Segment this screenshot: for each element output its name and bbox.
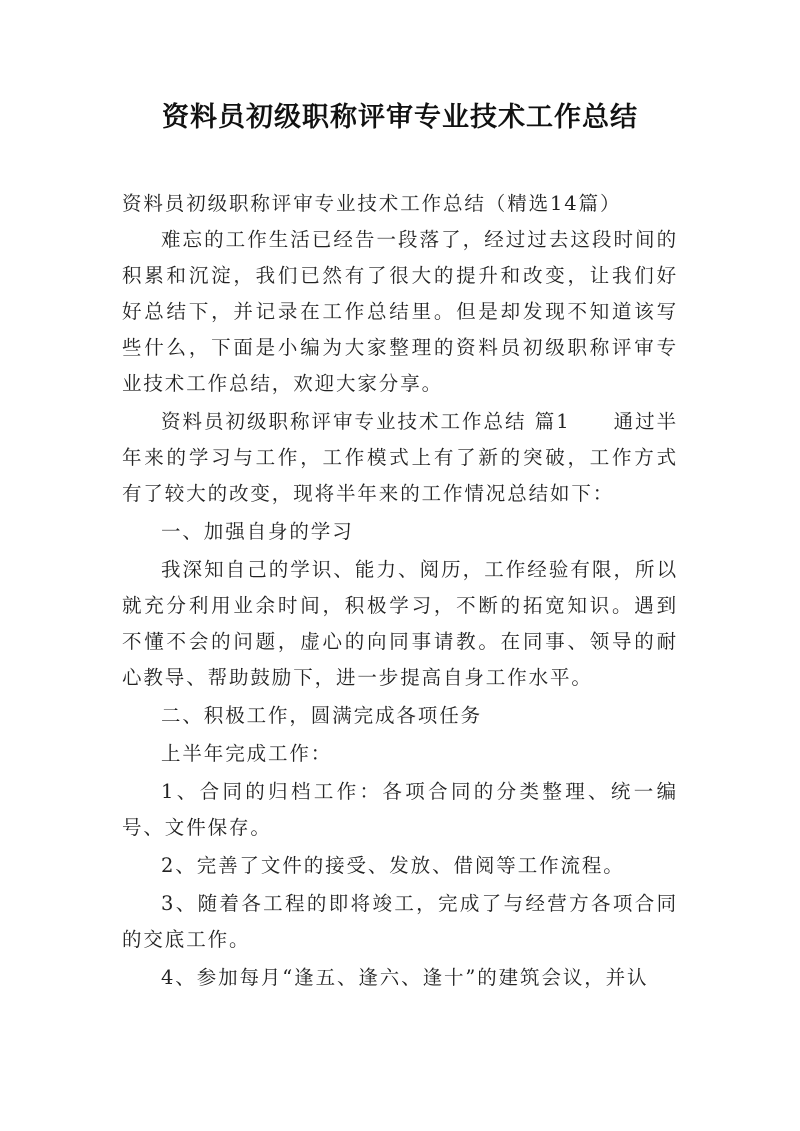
document-body <box>122 186 678 996</box>
list-item-3: 3、随着各工程的即将竣工，完成了与经营方各项合同的交底工作。 <box>122 892 678 951</box>
document-subtitle: 资料员初级职称评审专业技术工作总结（精选14篇） <box>122 192 622 215</box>
heading-work: 二、积极工作，圆满完成各项任务 <box>161 704 483 727</box>
document-title: 资料员初级职称评审专业技术工作总结 <box>162 102 638 133</box>
list-item-2: 2、完善了文件的接受、发放、借阅等工作流程。 <box>161 854 625 877</box>
list-item-1: 1、合同的归档工作：各项合同的分类整理、统一编号、文件保存。 <box>122 780 678 839</box>
list-item-4: 4、参加每月“逢五、逢六、逢十”的建筑会议，并认 <box>161 966 649 989</box>
paragraph-section-1-opening: 资料员初级职称评审专业技术工作总结 篇1 通过半年来的学习与工作，工作模式上有了新的突破，工作方式有了较大的改变，现将半年来的工作情况总结如下： <box>122 410 678 505</box>
paragraph-intro: 难忘的工作生活已经告一段落了，经过过去这段时间的积累和沉淀，我们已然有了很大的提升和改变，让我们好好总结下，并记录在工作总结里。但是却发现不知道该写些什么，下面是小编为大家整理的资料员初级职称评审专业技术工作总结，欢迎大家分享。 <box>122 228 678 395</box>
paragraph-study: 我深知自己的学识、能力、阅历，工作经验有限，所以就充分利用业余时间，积极学习，不断的拓宽知识。遇到不懂不会的问题，虚心的向同事请教。在同事、领导的耐心教导、帮助鼓励下，进一步提高自身工作水平。 <box>122 558 678 689</box>
heading-study: 一、加强自身的学习 <box>161 520 354 543</box>
paragraph-half-year: 上半年完成工作： <box>161 742 333 765</box>
